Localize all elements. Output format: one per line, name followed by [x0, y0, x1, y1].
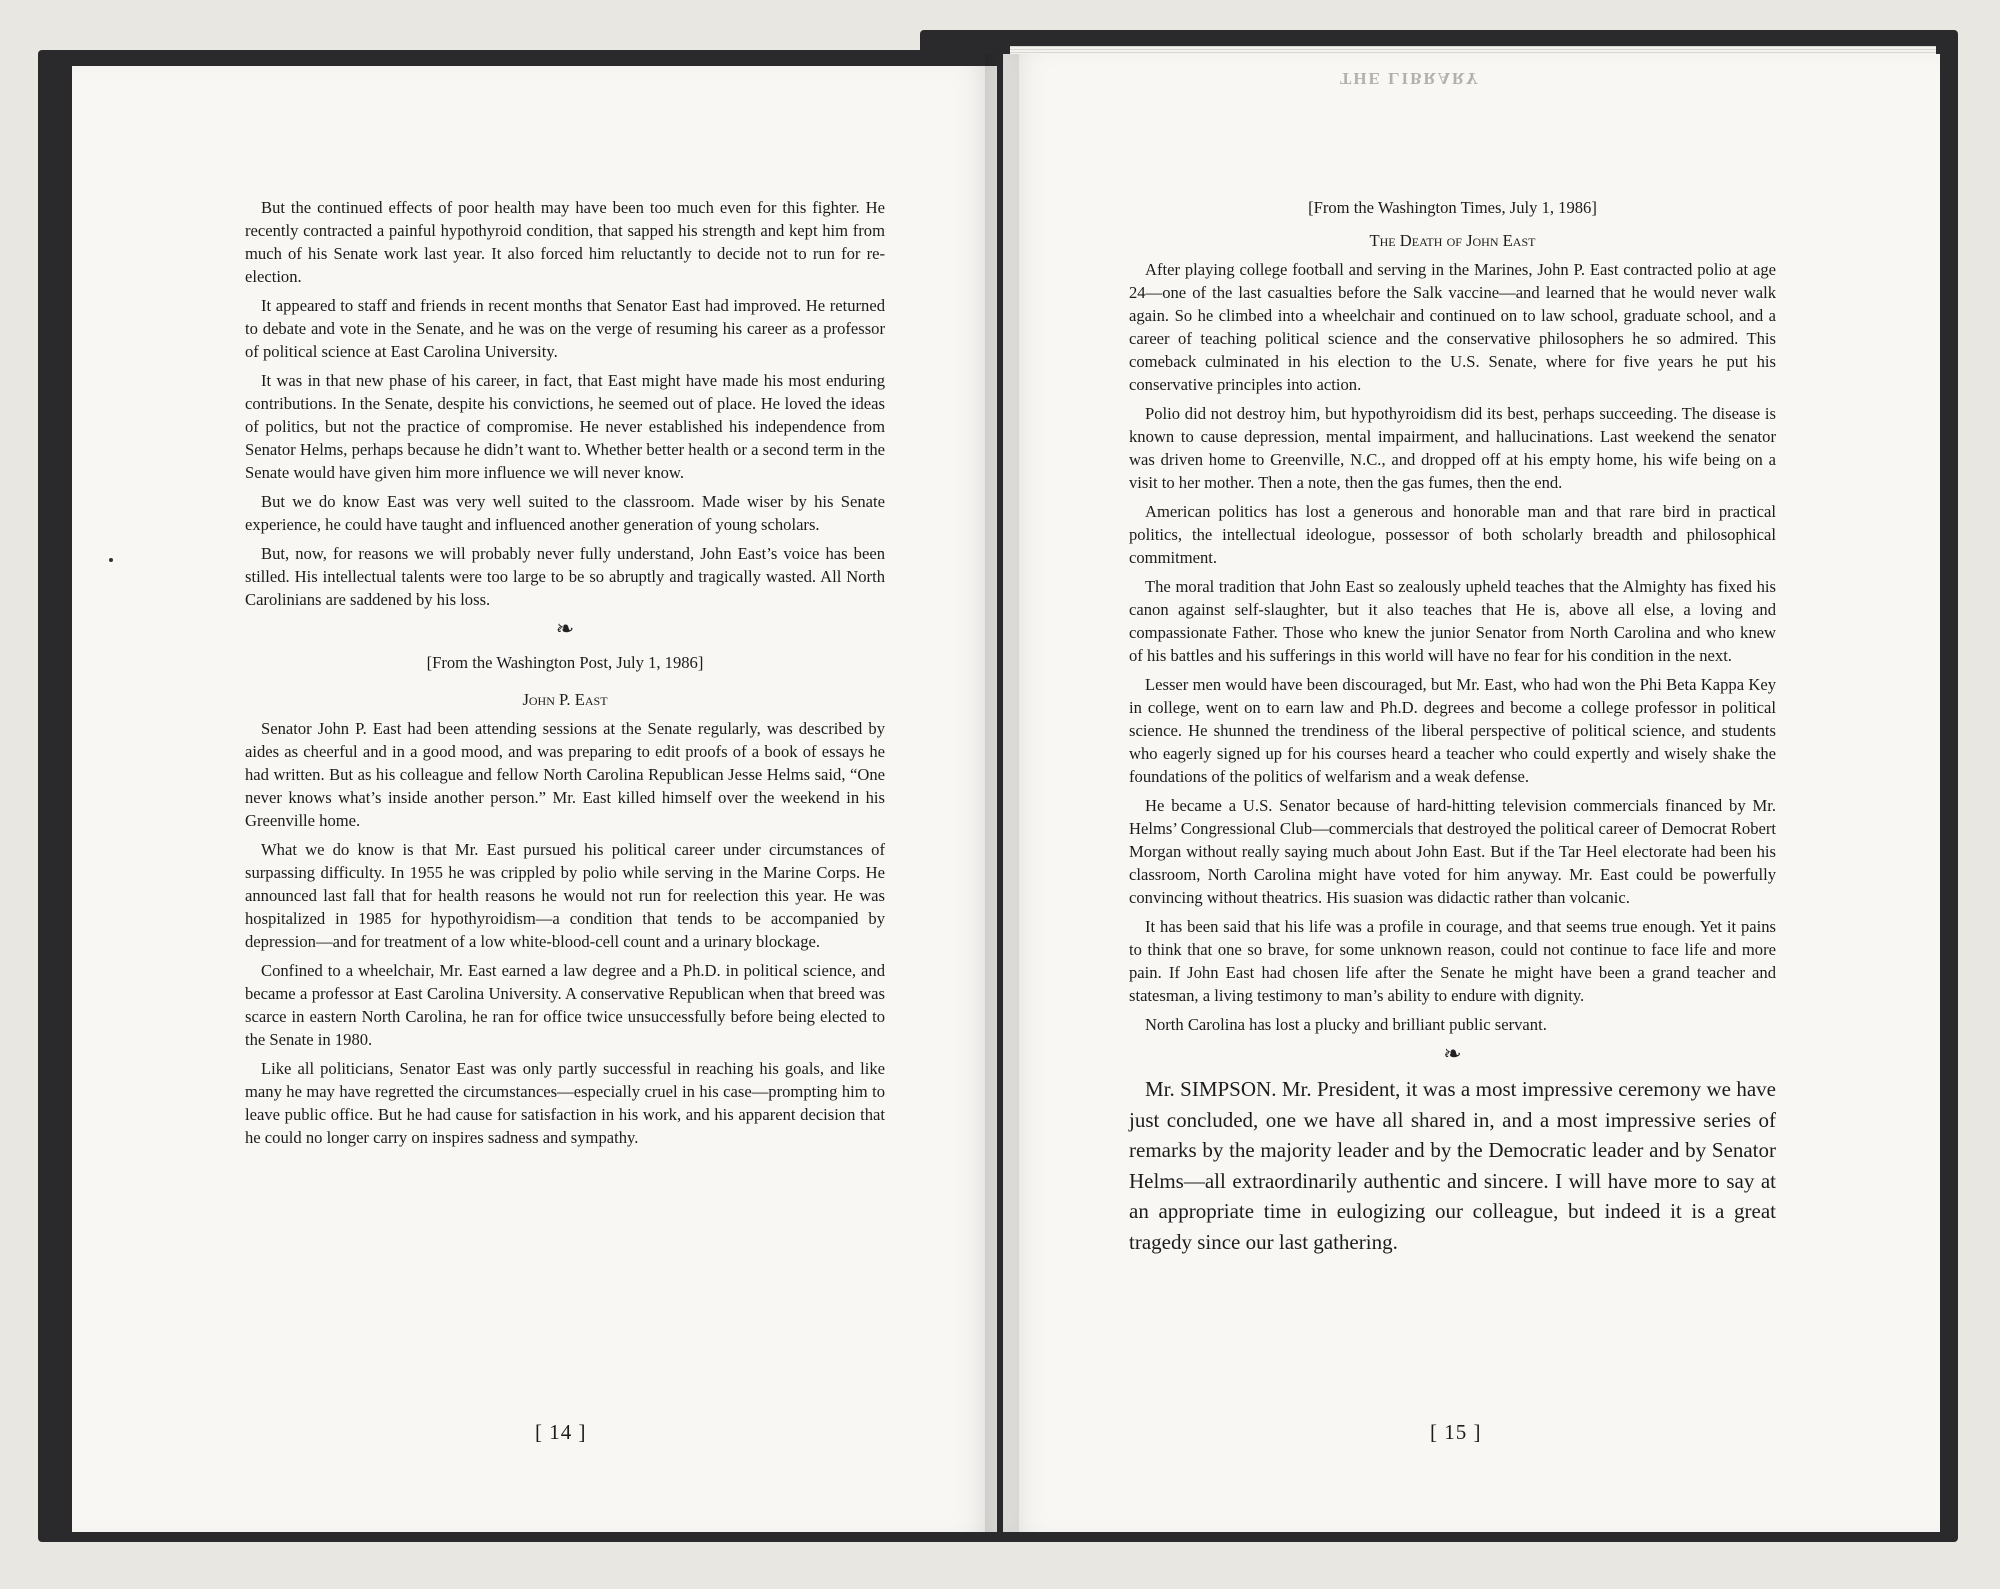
paragraph: It was in that new phase of his career, in fact, that East might have made his most enduring contributions. In the Senate, despite his convictions, he seemed out of place. He loved the ideas of politics, but not the practice of compromise. He never established his independence from Senator Helms, perhaps because he didn’t want to. Whether better health or a second term in the Senate would have given him more influence we will never know. [245, 371, 885, 482]
margin-mark [109, 558, 113, 562]
article-title: The Death of John East [1369, 231, 1536, 250]
article-title: John P. East [522, 690, 608, 709]
source-line: [From the Washington Post, July 1, 1986] [426, 653, 704, 672]
source-line: [From the Washington Times, July 1, 1986] [1308, 198, 1597, 217]
left-page-text [245, 196, 885, 1149]
paragraph: Senator John P. East had been attending sessions at the Senate regularly, was described by aides as cheerful and in a good mood, and was preparing to edit proofs of a book of essays he had written. But as his colleague and fellow North Carolina Republican Jesse Helms said, “One never knows what’s inside another person.” Mr. East killed himself over the weekend in his Greenville home. [245, 719, 885, 830]
paragraph: But we do know East was very well suited to the classroom. Made wiser by his Senate experience, he could have taught and influenced another generation of young scholars. [245, 492, 885, 534]
page-number: [ 15 ] [1430, 1420, 1482, 1444]
paragraph: North Carolina has lost a plucky and brilliant public servant. [1145, 1015, 1547, 1034]
paragraph: Polio did not destroy him, but hypothyroidism did its best, perhaps succeeding. The disease is known to cause depression, mental impairment, and hallucinations. Last weekend the senator was driven home to Greenville, N.C., and dropped off at his empty home, his wife being on a visit to her mother. Then a note, then the gas fumes, then the end. [1129, 404, 1776, 492]
paragraph: It appeared to staff and friends in recent months that Senator East had improved. He returned to debate and vote in the Senate, and he was on the verge of resuming his career as a professor of political science at East Carolina University. [245, 296, 885, 361]
bleed-through-running-head: THE LIBRARY [1340, 69, 1480, 88]
right-page-text [1129, 196, 1776, 1257]
swash-ornament-icon: ❧ [555, 616, 575, 641]
swash-ornament-icon: ❧ [1443, 1041, 1462, 1066]
speech-paragraph: Mr. SIMPSON. Mr. President, it was a most impressive ceremony we have just concluded, one we have all shared in, and a most impressive series of remarks by the majority leader and by the Democratic leader and by Senator Helms—all extraordinarily authentic and sincere. I will have more to say at an appropriate time in eulogizing our colleague, but indeed it is a great tragedy since our last gathering. [1129, 1077, 1776, 1254]
paragraph: But, now, for reasons we will probably never fully understand, John East’s voice has been stilled. His intellectual talents were too large to be so abruptly and tragically wasted. All North Carolinians are saddened by his loss. [245, 544, 885, 609]
paragraph: After playing college football and serving in the Marines, John P. East contracted polio at age 24—one of the last casualties before the Salk vaccine—and learned that he would never walk again. So he climbed into a wheelchair and continued on to law school, graduate school, and a career of teaching political science and the conservative philosophers he so admired. This comeback culminated in his election to the U.S. Senate, where for five years he put his conservative principles into action. [1129, 260, 1776, 394]
paragraph: Lesser men would have been discouraged, but Mr. East, who had won the Phi Beta Kappa Key in college, went on to earn law and Ph.D. degrees and become a college professor in political science. He shunned the trendiness of the liberal perspective of political science, and students who eagerly signed up for his courses heard a teacher who could expertly and wisely shake the foundations of the politics of welfarism and a weak defense. [1129, 675, 1776, 786]
paragraph: Confined to a wheelchair, Mr. East earned a law degree and a Ph.D. in political science, and became a professor at East Carolina University. A conservative Republican when that breed was scarce in eastern North Carolina, he ran for office twice unsuccessfully before being elected to the Senate in 1980. [245, 961, 885, 1049]
paragraph: Like all politicians, Senator East was only partly successful in reaching his goals, and like many he may have regretted the circumstances—especially cruel in his case—prompting him to leave public office. But he had cause for satisfaction in his work, and his apparent decision that he could no longer carry on inspires sadness and sympathy. [245, 1059, 885, 1147]
paragraph: He became a U.S. Senator because of hard-hitting television commercials financed by Mr. Helms’ Congressional Club—commercials that destroyed the political career of Democrat Robert Morgan without really saying much about John East. But if the Tar Heel electorate had been his classroom, North Carolina might have voted for him anyway. Mr. East could be powerfully convincing without theatrics. His suasion was didactic rather than volcanic. [1129, 796, 1776, 907]
paragraph: But the continued effects of poor health may have been too much even for this fighter. He recently contracted a painful hypothyroid condition, that sapped his strength and kept him from much of his Senate work last year. It also forced him reluctantly to decide not to run for re-election. [245, 198, 885, 286]
paragraph: The moral tradition that John East so zealously upheld teaches that the Almighty has fixed his canon against self-slaughter, but it also teaches that He is, above all else, a loving and compassionate Father. Those who knew the junior Senator from North Carolina and who knew of his battles and his sufferings in this world will have no fear for his condition in the next. [1129, 577, 1776, 665]
book-gutter [985, 54, 1019, 1532]
paragraph: What we do know is that Mr. East pursued his political career under circumstances of surpassing difficulty. In 1955 he was crippled by polio while serving in the Marine Corps. He announced last fall that for health reasons he would not run for reelection this year. He was hospitalized in 1985 for hypothyroidism—a condition that tends to be accompanied by depression—and for treatment of a low white-blood-cell count and a urinary blockage. [245, 840, 885, 951]
paragraph: It has been said that his life was a profile in courage, and that seems true enough. Yet it pains to think that one so brave, for some unknown reason, could not continue to face life and more pain. If John East had chosen life after the Senate he might have been a grand teacher and statesman, a living testimony to man’s ability to endure with dignity. [1129, 917, 1776, 1005]
paragraph: American politics has lost a generous and honorable man and that rare bird in practical politics, the intellectual ideologue, possessor of both scholarly breadth and philosophical commitment. [1129, 502, 1776, 567]
page-number: [ 14 ] [535, 1420, 587, 1444]
